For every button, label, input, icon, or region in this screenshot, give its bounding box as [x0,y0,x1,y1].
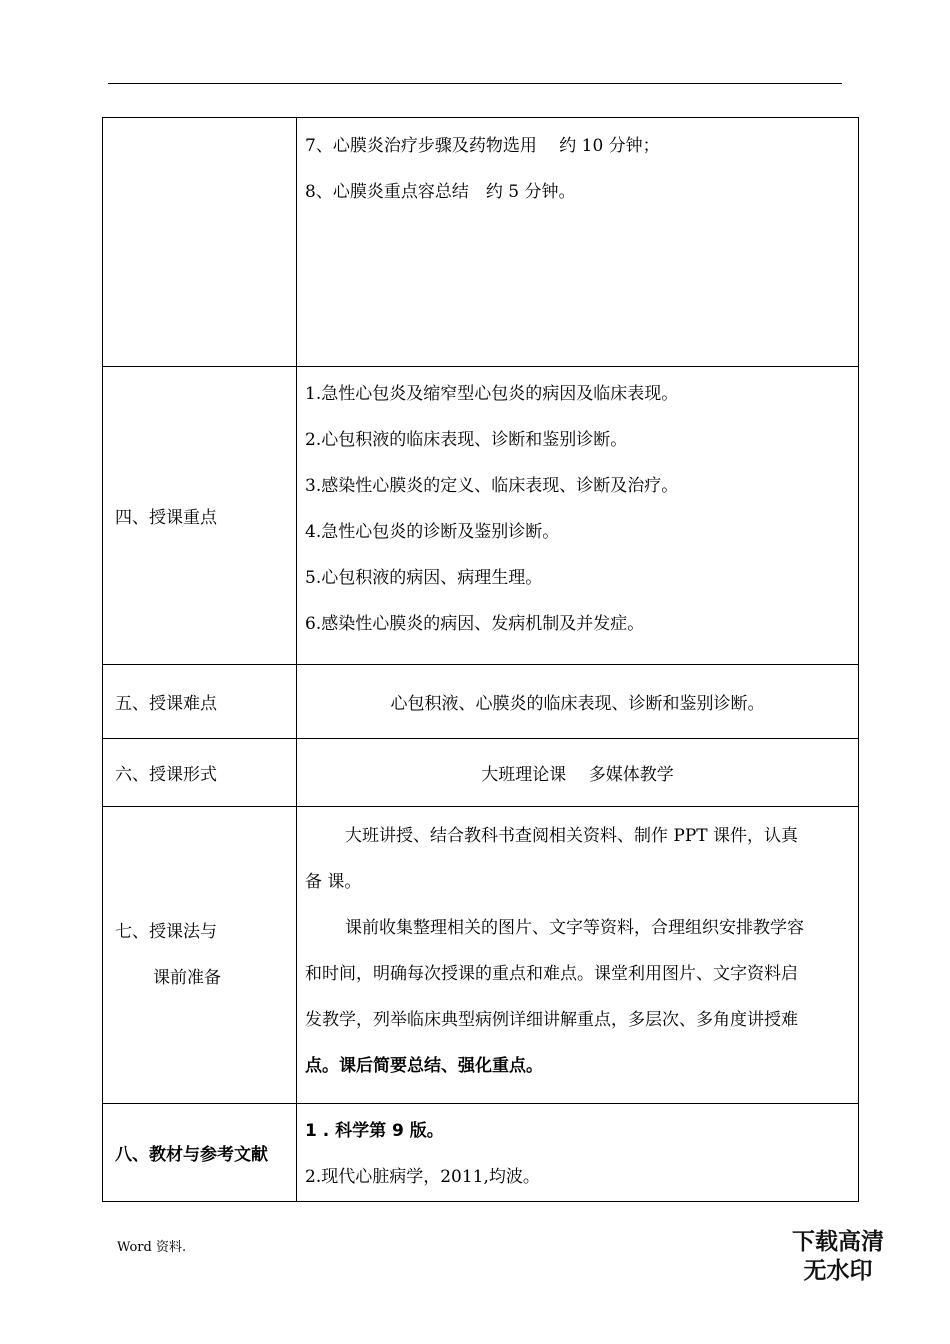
table-row [103,118,859,367]
table-row [103,739,859,807]
page-footer: Word 资料. [117,1240,187,1255]
row-content [297,1104,859,1202]
header-rule [108,83,842,84]
watermark-line: 下载高清 [792,1229,884,1255]
reference-line: 2.现代心脏病学，2011,均波。 [305,1167,540,1187]
reference-line: 1 . 科学第 9 版。 [305,1121,444,1141]
row-label-empty [103,118,297,367]
paragraph-line: 发教学，列举临床典型病例详细讲解重点，多层次、多角度讲授难 [305,1010,798,1030]
paragraph-line: 点。课后简要总结、强化重点。 [305,1056,543,1076]
content-line: 1.急性心包炎及缩窄型心包炎的病因及临床表现。 [305,384,679,404]
watermark-line: 无水印 [803,1258,873,1284]
row-content: 心包积液、心膜炎的临床表现、诊断和鉴别诊断。 [297,665,859,739]
row-label: 八、教材与参考文献 [103,1104,297,1202]
content-line: 4.急性心包炎的诊断及鉴别诊断。 [305,522,560,542]
watermark-badge [786,1228,890,1286]
content-line: 7、心膜炎治疗步骤及药物选用 约 10 分钟； [305,136,660,156]
table-row [103,1104,859,1202]
paragraph-line: 和时间，明确每次授课的重点和难点。课堂利用图片、文字资料启 [305,964,798,984]
paragraph-line: 备 课。 [305,872,362,892]
paragraph-line: 大班讲授、结合教科书查阅相关资料、制作 PPT 课件，认真 [345,826,799,846]
row-label-line: 课前准备 [153,968,221,988]
row-label [103,807,297,1104]
content-line: 6.感染性心膜炎的病因、发病机制及并发症。 [305,614,645,634]
row-label-line: 七、授课法与 [115,922,217,942]
row-label: 六、授课形式 [103,739,297,807]
table-row [103,367,859,665]
row-content [297,807,859,1104]
row-content [297,118,859,367]
lesson-plan-table [102,117,859,1202]
row-label: 四、授课重点 [103,367,297,665]
row-label: 五、授课难点 [103,665,297,739]
paragraph-line: 课前收集整理相关的图片、文字等资料，合理组织安排教学容 [345,918,804,938]
content-line: 2.心包积液的临床表现、诊断和鉴别诊断。 [305,430,628,450]
row-content [297,367,859,665]
row-content: 大班理论课 多媒体教学 [297,739,859,807]
table-row [103,665,859,739]
content-line: 8、心膜炎重点容总结 约 5 分钟。 [305,182,576,202]
table-row [103,807,859,1104]
content-line: 3.感染性心膜炎的定义、临床表现、诊断及治疗。 [305,476,679,496]
content-line: 5.心包积液的病因、病理生理。 [305,568,543,588]
